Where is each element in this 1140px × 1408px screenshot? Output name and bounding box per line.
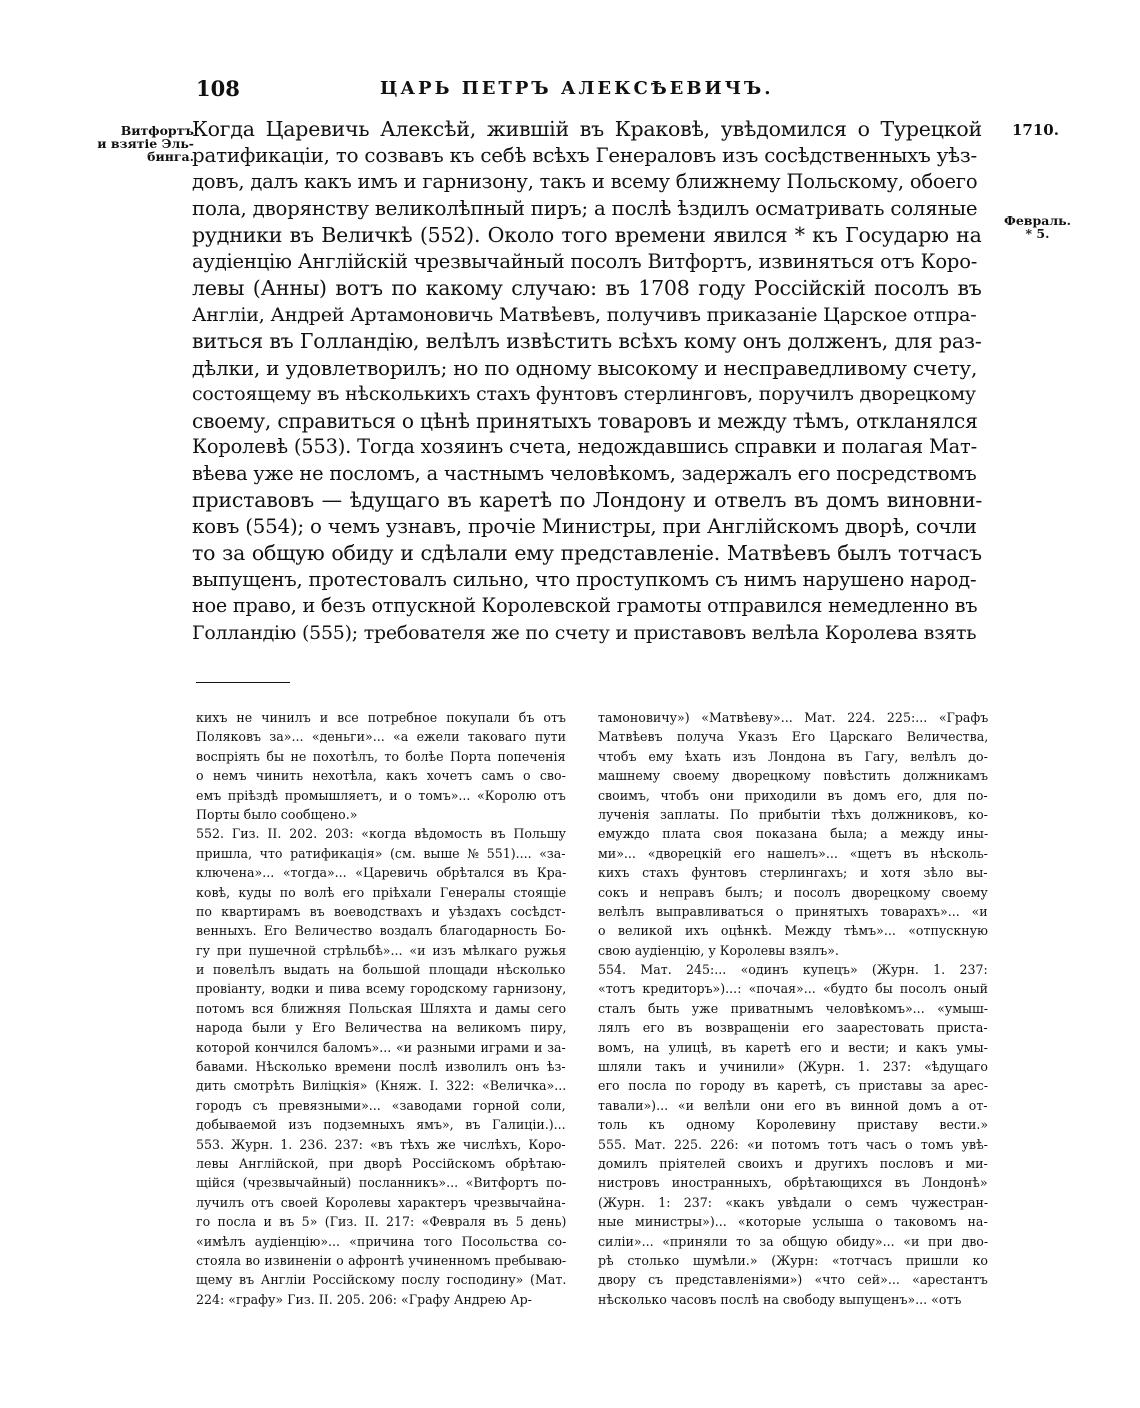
footnote-line: 555. Мат. 225. 226: «и потомъ тотъ часъ о томъ увѣ- bbox=[598, 1136, 988, 1152]
footnote-line: домилъ пріятелей своихъ и другихъ пословъ и ми- bbox=[598, 1155, 988, 1171]
footnote-line: гу при пушечной стрѣльбѣ»... «и изъ мѣлкаго ружья bbox=[196, 942, 566, 958]
footnote-line: потомъ вся ближняя Польская Шляхта и дамы сего bbox=[196, 1000, 566, 1016]
footnote-line: ные министры»)... «которые услыша о таковомъ на- bbox=[598, 1214, 988, 1230]
footnote-line: бавами. Нѣсколько времени послѣ изволилъ онъ ѣз- bbox=[196, 1059, 566, 1075]
footnote-line: кихъ не чинилъ и все потребное покупали бъ отъ bbox=[196, 710, 566, 725]
footnote-line: и повелѣлъ выдать на большой площади нѣсколько bbox=[196, 962, 566, 978]
footnote-line: о великой ихъ оцѣнкѣ. Между тѣмъ»... «отпускную bbox=[598, 923, 988, 939]
footnote-line: лучилъ отъ своей Королевы характеръ чрезвычайна- bbox=[196, 1194, 566, 1210]
footnote-line: провіанту, водки и пива всему городскому гарнизону, bbox=[196, 981, 566, 997]
margin-note-date bbox=[1004, 214, 1071, 240]
text-line: Королевѣ (553). Тогда хозяинъ счета, недождавшись справки и полагая Мат- bbox=[192, 435, 977, 458]
footnote-line: (Журн. 1: 237: «какъ увѣдали о семъ чужестран- bbox=[598, 1194, 988, 1210]
footnote-line: щійся (чрезвычайный) посланникъ»... «Витфортъ по- bbox=[196, 1175, 566, 1191]
footnote-line: его посла по городу въ каретѣ, съ приставы за арес- bbox=[598, 1078, 988, 1094]
text-line: ратификаціи, то созвавъ къ себѣ всѣхъ Генераловъ изъ сосѣдственныхъ уѣз- bbox=[192, 143, 977, 167]
footnotes-left-column bbox=[196, 708, 566, 1309]
footnote-line: шляли такъ и учинили» (Журн. 1. 237: «ѣдущаго bbox=[598, 1059, 988, 1075]
footnote-line: тавали»)... «и велѣли они его въ винной домъ а от- bbox=[598, 1097, 988, 1113]
running-title: ЦАРЬ ПЕТРЪ АЛЕКСѢЕВИЧЪ. bbox=[380, 78, 774, 99]
footnote-line: дить смотрѣть Виліцкія» (Княж. I. 322: «Величка»... bbox=[196, 1078, 566, 1094]
footnote-line: кихъ стахъ фунтовъ стерлингахъ; и хотя зѣло вы- bbox=[598, 865, 988, 881]
text-line: рудники въ Величкѣ (552). Около того времени явился * къ Государю на bbox=[192, 223, 982, 247]
footnote-line: силіи»... «приняли то за общую обиду»... «и при дво- bbox=[598, 1233, 988, 1249]
footnote-line: велѣлъ выправливаться о принятыхъ товарахъ»... «и bbox=[598, 903, 988, 919]
text-line: дѣлки, и удовлетворилъ; но по одному высокому и несправедливому счету, bbox=[192, 355, 978, 380]
footnote-line: нѣсколько часовъ послѣ на свободу выпущенъ»... «отъ bbox=[598, 1291, 962, 1307]
footnotes-right-column bbox=[598, 708, 988, 1309]
footnote-line: которой кончился баломъ»... «и разными играми и за- bbox=[196, 1039, 566, 1055]
footnote-line: городъ съ превязными»... «заводами горной соли, bbox=[196, 1097, 566, 1113]
text-line: аудіенцію Англійскій чрезвычайный посолъ Витфортъ, извиняться отъ Коро- bbox=[192, 249, 978, 273]
footnote-line: 224: «графу» Гиз. II. 205. 206: «Графу Андрею Ар- bbox=[196, 1291, 532, 1307]
main-text bbox=[192, 116, 982, 646]
margin-note-line: * 5. bbox=[1025, 226, 1050, 241]
footnote-line: сталъ быть уже приватнымъ человѣкомъ»... «умыш- bbox=[598, 1000, 988, 1016]
footnote-line: ми»... «дворецкій его нашелъ»... «щетъ въ нѣсколь- bbox=[598, 845, 988, 861]
footnote-line: го посла и въ 5» (Гиз. II. 217: «Февраля въ 5 день) bbox=[196, 1214, 566, 1230]
footnote-line: рѣ столько шумѣли.» (Журн: «тотчасъ пришли ко bbox=[598, 1252, 988, 1268]
text-line: Англіи, Андрей Артамоновичь Матвѣевъ, получивъ приказаніе Царское отпра- bbox=[192, 303, 977, 326]
footnote-line: пришла, что ратификація» (см. выше № 551).... «за- bbox=[196, 845, 566, 861]
text-line: выпущенъ, протестовалъ сильно, что проступкомъ съ нимъ нарушено народ- bbox=[192, 567, 977, 591]
margin-note-line: Витфортъ bbox=[120, 123, 194, 138]
footnote-rule bbox=[196, 682, 290, 683]
margin-note-line: и взятіе Эль- bbox=[97, 136, 194, 151]
footnote-line: «тотъ кредиторъ»)...: «почая»... «будто бы посолъ оный bbox=[598, 981, 988, 997]
footnote-line: машнему своему дворецкому повѣстить должникамъ bbox=[598, 768, 988, 784]
footnote-line: «имѣлъ аудіенцію»... «причина того Посольства со- bbox=[196, 1233, 566, 1249]
footnote-line: Порты было сообщено.» bbox=[196, 806, 358, 822]
margin-note-year: 1710. bbox=[1012, 121, 1059, 139]
footnote-line: воспріять бы не похотѣлъ, то болѣе Порта попеченія bbox=[196, 748, 566, 764]
text-line: вѣева уже не посломъ, а частнымъ человѣкомъ, задержалъ его посредствомъ bbox=[192, 461, 977, 485]
text-line: виться въ Голландію, велѣлъ извѣстить всѣхъ кому онъ долженъ, для раз- bbox=[192, 329, 982, 353]
footnote-line: емуждо плата своя показана была; а между ины- bbox=[598, 826, 988, 842]
footnote-line: левы Англійской, при дворѣ Россійскомъ обрѣтаю- bbox=[196, 1155, 566, 1171]
page-number: 108 bbox=[196, 76, 240, 101]
text-line: Голландію (555); требователя же по счету и приставовъ велѣла Королева взять bbox=[192, 621, 977, 644]
margin-note-line: бинга. bbox=[147, 149, 194, 164]
margin-note-line: Февраль. bbox=[1004, 213, 1071, 228]
footnote-line: вомъ, на улицѣ, въ каретѣ его и вести; и какъ умы- bbox=[598, 1039, 988, 1055]
footnote-line: стояла во извиненіи о афронтѣ учиненномъ пребываю- bbox=[196, 1252, 566, 1268]
footnote-line: венныхъ. Его Величество воздалъ благодарность Бо- bbox=[196, 923, 566, 939]
text-line: своему, справиться о цѣнѣ принятыхъ товаровъ и между тѣмъ, откланялся bbox=[192, 408, 978, 433]
text-line: пола, дворянству великолѣпный пиръ; а послѣ ѣздилъ осматривать соляные bbox=[192, 196, 978, 220]
footnote-line: ковѣ, куды по волѣ его пріѣхали Генералы стоящіе bbox=[196, 884, 566, 900]
text-line: состоящему въ нѣсколькихъ стахъ фунтовъ стерлинговъ, поручилъ дворецкому bbox=[192, 383, 976, 405]
footnote-line: Поляковъ за»... «деньги»... «а ежели таковаго пути bbox=[196, 729, 566, 745]
margin-note-subject bbox=[82, 124, 194, 163]
footnote-line: ключена»... «тогда»... «Царевичь обрѣтался въ Кра- bbox=[196, 865, 566, 881]
footnote-line: лученія заплаты. По прибытіи тѣхъ должниковъ, ко- bbox=[598, 806, 988, 822]
text-line: то за общую обиду и сдѣлали ему представленіе. Матвѣевъ былъ тотчасъ bbox=[192, 541, 982, 565]
footnote-line: 553. Журн. 1. 236. 237: «въ тѣхъ же числѣхъ, Коро- bbox=[196, 1136, 566, 1152]
footnote-line: своимъ, чтобъ они приходили въ домъ его, для по- bbox=[598, 787, 988, 803]
footnote-line: нистровъ иностранныхъ, обрѣтающихся въ Лондонѣ» bbox=[598, 1175, 988, 1191]
footnote-line: добываемой изъ подземныхъ ямъ», въ Галиціи.)... bbox=[196, 1117, 566, 1133]
footnote-line: двору съ представленіями») «что сей»... «арестантъ bbox=[598, 1272, 988, 1288]
footnote-line: толь къ одному Королевину приставу вести.» bbox=[598, 1117, 988, 1133]
footnote-line: чтобъ ему ѣхать изъ Лондона въ Гагу, велѣлъ до- bbox=[598, 748, 988, 764]
footnote-line: тамоновичу») «Матвѣеву»... Мат. 224. 225:... «Графъ bbox=[598, 710, 988, 725]
footnote-line: сокъ и неправъ былъ; и посолъ дворецкому своему bbox=[598, 884, 988, 900]
footnote-line: народа были у Его Величества на великомъ пиру, bbox=[196, 1020, 566, 1036]
text-line: приставовъ — ѣдущаго въ каретѣ по Лондону и отвелъ въ домъ виновни- bbox=[192, 488, 982, 512]
text-line: ковъ (554); о чемъ узнавъ, прочіе Министры, при Англійскомъ дворѣ, сочли bbox=[192, 514, 977, 538]
footnote-line: о немъ чинить нехотѣла, какъ хочетъ самъ о сво- bbox=[196, 768, 566, 784]
footnote-line: щему въ Англіи Россійскому послу господину» (Мат. bbox=[196, 1272, 566, 1288]
text-line: левы (Анны) вотъ по какому случаю: въ 1708 году Россійскій посолъ въ bbox=[192, 276, 982, 300]
footnote-line: лялъ его въ возвращеніи его заарестовать приста- bbox=[598, 1020, 988, 1036]
text-line: Когда Царевичь Алексѣй, жившій въ Краковѣ, увѣдомился о Турецкой bbox=[192, 117, 982, 141]
footnote-line: Матвѣевъ получа Указъ Его Царскаго Величества, bbox=[598, 729, 988, 745]
footnote-line: 554. Мат. 245:... «одинъ купецъ» (Журн. 1. 237: bbox=[598, 962, 988, 978]
footnote-line: по квартирамъ въ воеводствахъ и уѣздахъ сосѣдст- bbox=[196, 903, 566, 919]
footnote-line: свою аудіенцію, у Королевы взялъ». bbox=[598, 942, 839, 958]
text-line: довъ, далъ какъ имъ и гарнизону, такъ и всему ближнему Польскому, обоего bbox=[192, 170, 978, 193]
text-line: ное право, и безъ отпускной Королевской грамоты отправился немедленно въ bbox=[192, 594, 978, 617]
footnote-line: 552. Гиз. II. 202. 203: «когда вѣдомость въ Польшу bbox=[196, 826, 566, 842]
footnote-line: емъ пріѣздѣ промышляетъ, и о томъ»... «Королю отъ bbox=[196, 787, 566, 803]
